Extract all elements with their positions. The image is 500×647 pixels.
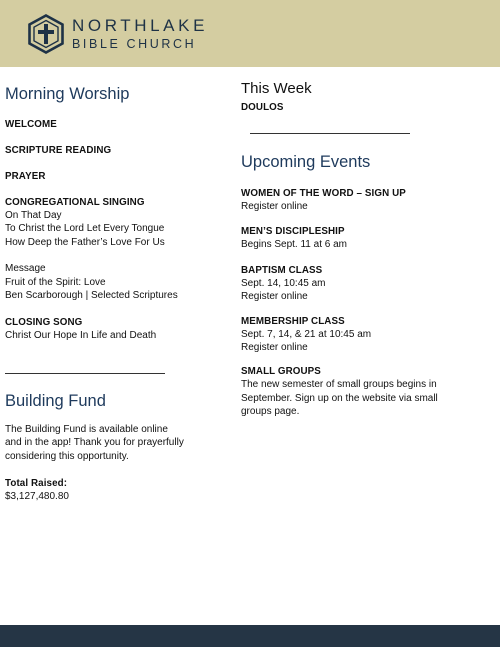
event-name: BAPTISM CLASS xyxy=(241,264,323,276)
total-raised-value: $3,127,480.80 xyxy=(5,491,69,503)
building-fund-line-2: and in the app! Thank you for prayerfully xyxy=(5,437,184,449)
event-mens-discipleship xyxy=(241,225,491,251)
event-detail: Sept. 14, 10:45 am xyxy=(241,277,326,289)
building-fund-title: Building Fund xyxy=(5,391,106,410)
event-baptism-class xyxy=(241,264,491,304)
welcome-label: WELCOME xyxy=(5,119,57,130)
church-name-line2: BIBLE CHURCH xyxy=(72,37,197,51)
right-column xyxy=(241,80,491,419)
message-label: Message xyxy=(5,263,46,275)
message-speaker: Ben Scarborough | Selected Scriptures xyxy=(5,290,178,302)
building-fund-line-1: The Building Fund is available online xyxy=(5,423,168,435)
closing-song: Christ Our Hope In Life and Death xyxy=(5,330,157,342)
upcoming-events-title: Upcoming Events xyxy=(241,153,371,171)
building-fund-line-3: considering this opportunity. xyxy=(5,450,129,462)
scripture-reading-label: SCRIPTURE READING xyxy=(5,145,112,156)
closing-song-label: CLOSING SONG xyxy=(5,317,83,329)
event-detail: groups page. xyxy=(241,406,300,418)
event-detail: The new semester of small groups begins in xyxy=(241,379,437,391)
song-3: How Deep the Father’s Love For Us xyxy=(5,236,165,248)
event-name: SMALL GROUPS xyxy=(241,366,321,378)
song-2: To Christ the Lord Let Every Tongue xyxy=(5,223,165,235)
event-detail: Register online xyxy=(241,291,308,303)
event-detail: Register online xyxy=(241,201,308,212)
event-detail: Register online xyxy=(241,342,308,354)
left-column xyxy=(5,84,225,503)
church-name-line1: NORTHLAKE xyxy=(72,16,209,35)
morning-worship-title: Morning Worship xyxy=(5,85,130,103)
event-name: MEN’S DISCIPLESHIP xyxy=(241,226,345,238)
prayer-label: PRAYER xyxy=(5,171,46,182)
header-banner xyxy=(0,0,500,67)
congregational-singing-label: CONGREGATIONAL SINGING xyxy=(5,197,145,208)
event-detail: September. Sign up on the website via small xyxy=(241,392,438,404)
message-title: Fruit of the Spirit: Love xyxy=(5,276,106,288)
footer-bar xyxy=(0,625,500,647)
event-membership-class xyxy=(241,315,491,355)
this-week-title: This Week xyxy=(241,80,312,97)
event-women-of-the-word xyxy=(241,187,491,213)
event-detail: Begins Sept. 11 at 6 am xyxy=(241,239,347,251)
this-week-item: DOULOS xyxy=(241,102,284,113)
section-divider xyxy=(250,133,410,134)
song-1: On That Day xyxy=(5,210,62,221)
cross-hexagon-icon xyxy=(27,14,65,54)
event-small-groups xyxy=(241,365,491,418)
event-name: MEMBERSHIP CLASS xyxy=(241,315,345,327)
event-name: WOMEN OF THE WORD – SIGN UP xyxy=(241,188,406,199)
event-detail: Sept. 7, 14, & 21 at 10:45 am xyxy=(241,328,372,340)
total-raised-label: Total Raised: xyxy=(5,478,68,490)
section-divider xyxy=(5,373,165,374)
